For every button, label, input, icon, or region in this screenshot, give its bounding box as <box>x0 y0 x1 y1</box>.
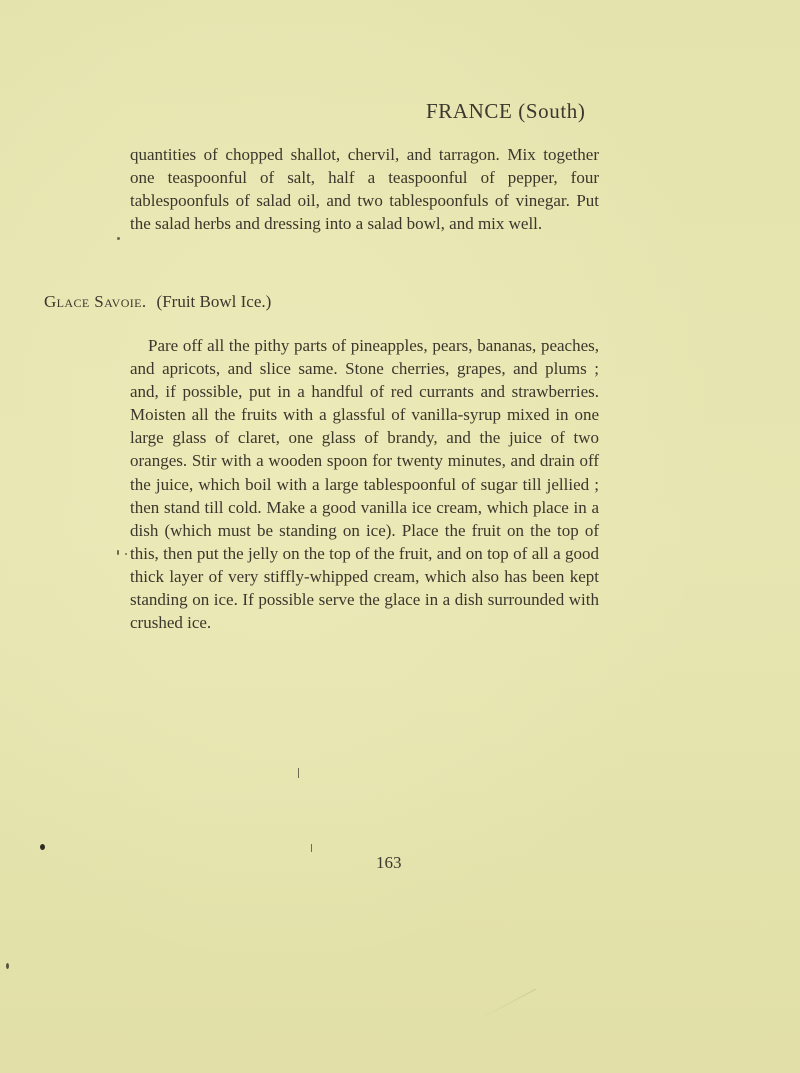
paper-speck <box>125 553 127 555</box>
running-head: FRANCE (South) <box>426 99 586 123</box>
paper-speck <box>117 550 119 555</box>
paper-speck <box>40 844 45 850</box>
paper-speck <box>298 768 299 778</box>
recipe-heading <box>44 292 271 312</box>
paper-speck <box>6 963 9 969</box>
paper-streak <box>474 989 536 1023</box>
recipe-body: Pare off all the pithy parts of pineapples, pears, bananas, peaches, and apricots, and slice same. Stone cherries, grapes, and plums ; and, if possible, put in a handful of red currants and strawberries. Moisten all the fruits with a glassful of vanilla-syrup mixed in one large glass of claret, one glass of brandy, and the juice of two oranges. Stir with a wooden spoon for twenty minutes, and drain off the juice, which boil with a large tablespoonful of sugar till jellied ; then stand till cold. Make a good vanilla ice cream, which place in a dish (which must be standing on ice). Place the fruit on the top of this, then put the jelly on the top of the fruit, and on top of all a good thick layer of very stiffly-whipped cream, which also has been kept standing on ice. If possible serve the glace in a dish surrounded with crushed ice. <box>130 336 599 633</box>
paragraph-continued: quantities of chopped shallot, chervil, and tarragon. Mix together one teaspoonful of salt, half a teaspoonful of pepper, four tablespoonfuls of salad oil, and two tablespoonfuls of vinegar. Put the salad herbs and dressing into a salad bowl, and mix well. <box>130 145 599 234</box>
paper-speck <box>311 844 312 852</box>
recipe-title: Glace Savoie. <box>44 292 147 311</box>
paper-speck <box>117 237 120 240</box>
page-number: 163 <box>376 853 402 872</box>
recipe-subtitle: (Fruit Bowl Ice.) <box>156 292 272 311</box>
